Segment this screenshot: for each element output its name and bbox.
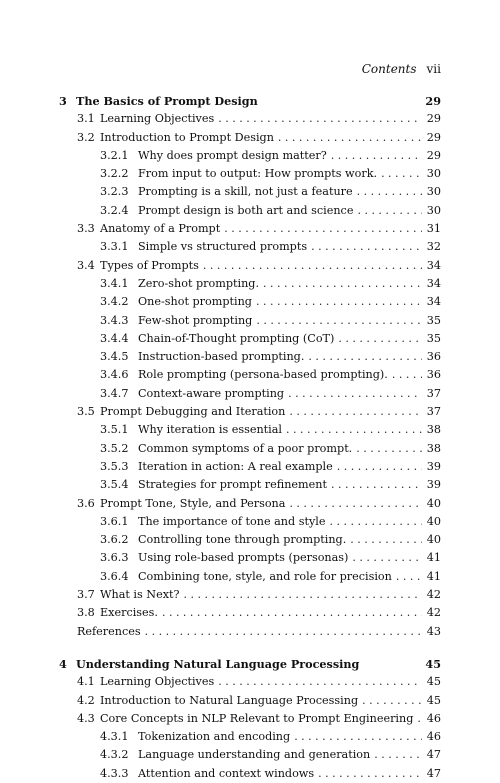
entry-number: 3.5.4 [100,478,129,492]
entry-number: 3.8 [77,606,95,620]
toc-subsection-entry[interactable] [59,385,441,403]
dot-leader [256,312,422,330]
entry-number: 3.2.1 [100,148,129,162]
dot-leader [357,202,422,220]
entry-title: Combining tone, style, and role for precision [138,569,392,583]
dot-leader [256,293,422,311]
entry-page-number: 39 [426,459,441,473]
entry-title: Context-aware prompting [138,386,285,400]
entry-page-number: 30 [426,167,441,181]
chapter-number: 4 [59,656,67,671]
entry-page-number: 35 [426,313,441,327]
entry-page-number: 29 [426,148,441,162]
entry-number: 3.4.2 [100,295,129,309]
entry-title: Language understanding and generation [138,748,371,762]
entry-title: One-shot prompting [138,295,252,309]
dot-leader [318,765,422,783]
dot-leader [374,746,422,764]
entry-title: Learning Objectives [100,112,215,126]
toc-section-entry[interactable] [59,604,441,622]
entry-page-number: 34 [426,258,441,272]
entry-number: 3.4 [77,258,95,272]
toc-subsection-entry[interactable] [59,568,441,586]
entry-title: Why does prompt design matter? [138,148,327,162]
entry-title: Iteration in action: A real example [138,459,333,473]
dot-leader [311,238,422,256]
entry-number: 3.1 [77,112,95,126]
entry-title: Prompting is a skill, not just a feature [138,185,353,199]
chapter-page-number: 45 [425,656,441,671]
running-header-page-number: vii [426,62,441,76]
toc-subsection-entry[interactable] [59,531,441,549]
toc-subsection-entry[interactable] [59,440,441,458]
toc-section-entry[interactable] [59,673,441,691]
entry-page-number: 36 [426,350,441,364]
entry-number: 4.3.1 [100,730,129,744]
dot-leader [278,129,422,147]
entry-number: 3.5.2 [100,441,129,455]
entry-number: 3.6.1 [100,514,129,528]
entry-page-number: 41 [426,569,441,583]
entry-number: 3.4.3 [100,313,129,327]
entry-page-number: 30 [426,203,441,217]
entry-title: Attention and context windows [138,766,315,780]
entry-title: Zero-shot prompting. [138,276,260,290]
entry-page-number: 38 [426,423,441,437]
entry-page-number: 42 [426,588,441,602]
entry-page-number: 34 [426,295,441,309]
entry-number: 3.4.6 [100,368,129,382]
entry-page-number: 36 [426,368,441,382]
entry-page-number: 30 [426,185,441,199]
toc-subsection-entry[interactable] [59,765,441,783]
entry-number: 3.5.1 [100,423,129,437]
entry-page-number: 42 [426,606,441,620]
toc-section-entry[interactable] [59,403,441,421]
chapter-number: 3 [59,94,67,108]
entry-number: 3.2 [77,130,95,144]
entry-title: Why iteration is essential [138,423,282,437]
toc-subsection-entry[interactable] [59,366,441,384]
toc-section-entry[interactable] [59,710,441,728]
table-of-contents [59,90,441,783]
entry-page-number: 46 [426,730,441,744]
dot-leader [331,476,422,494]
dot-leader [224,220,422,238]
entry-number: 4.2 [77,693,95,707]
entry-page-number: 43 [426,624,441,638]
entry-number: 3.4.7 [100,386,129,400]
toc-subsection-entry[interactable] [59,348,441,366]
entry-page-number: 40 [426,496,441,510]
toc-references-entry[interactable] [59,623,441,641]
toc-subsection-entry[interactable] [59,746,441,764]
entry-title: Types of Prompts [100,258,199,272]
toc-subsection-entry[interactable] [59,421,441,439]
entry-title: Prompt design is both art and science [138,203,354,217]
entry-title: Prompt Debugging and Iteration [100,405,286,419]
toc-section-entry[interactable] [59,495,441,513]
chapter-page-number: 29 [425,94,441,108]
entry-number: 4.3.3 [100,766,129,780]
entry-number: 4.3.2 [100,748,129,762]
chapter-title: The Basics of Prompt Design [76,94,258,108]
entry-page-number: 47 [426,748,441,762]
entry-title: Simple vs structured prompts [138,240,308,254]
toc-section-entry[interactable] [59,110,441,128]
toc-section-entry[interactable] [59,692,441,710]
entry-number: 3.2.2 [100,167,129,181]
entry-title: Anatomy of a Prompt [100,222,221,236]
entry-number: 3.3.1 [100,240,129,254]
dot-leader [263,275,422,293]
entry-page-number: 35 [426,331,441,345]
entry-title: Introduction to Prompt Design [100,130,274,144]
entry-title: Introduction to Natural Language Processing [100,693,359,707]
toc-subsection-entry[interactable] [59,275,441,293]
toc-subsection-entry[interactable] [59,238,441,256]
entry-title: Instruction-based prompting. [138,350,305,364]
dot-leader [286,421,422,439]
toc-section-entry[interactable] [59,129,441,147]
toc-subsection-entry[interactable] [59,330,441,348]
dot-leader [381,165,422,183]
dot-leader [288,385,422,403]
entry-page-number: 47 [426,766,441,780]
dot-leader [329,513,422,531]
entry-page-number: 40 [426,533,441,547]
dot-leader [289,403,422,421]
entry-title: Prompt Tone, Style, and Persona [100,496,286,510]
toc-subsection-entry[interactable] [59,147,441,165]
dot-leader [145,623,422,641]
dot-leader [362,692,422,710]
toc-section-entry[interactable] [59,220,441,238]
dot-leader [184,586,422,604]
entry-number: 3.6.3 [100,551,129,565]
toc-subsection-entry[interactable] [59,458,441,476]
dot-leader [218,673,422,691]
entry-title: References [77,624,141,638]
dot-leader [162,604,422,622]
entry-title: Controlling tone through prompting. [138,533,347,547]
entry-page-number: 31 [426,222,441,236]
entry-title: Common symptoms of a poor prompt. [138,441,353,455]
toc-subsection-entry[interactable] [59,476,441,494]
dot-leader [337,458,422,476]
toc-subsection-entry[interactable] [59,728,441,746]
chapter-title: Understanding Natural Language Processing [76,656,360,671]
entry-page-number: 40 [426,514,441,528]
entry-title: Tokenization and encoding [138,730,291,744]
toc-subsection-entry[interactable] [59,293,441,311]
entry-page-number: 39 [426,478,441,492]
toc-chapter-entry[interactable] [59,92,441,110]
dot-leader [396,568,422,586]
entry-title: The importance of tone and style [138,514,326,528]
dot-leader [350,531,422,549]
toc-section-entry[interactable] [59,257,441,275]
entry-number: 3.6.2 [100,533,129,547]
entry-number: 3.6.4 [100,569,129,583]
entry-number: 3.4.5 [100,350,129,364]
dot-leader [289,495,422,513]
dot-leader [356,440,422,458]
entry-title: Learning Objectives [100,675,215,689]
entry-page-number: 29 [426,112,441,126]
toc-section-entry[interactable] [59,586,441,604]
dot-leader [352,549,422,567]
entry-page-number: 38 [426,441,441,455]
entry-number: 3.2.3 [100,185,129,199]
toc-subsection-entry[interactable] [59,312,441,330]
entry-number: 3.5.3 [100,459,129,473]
entry-page-number: 32 [426,240,441,254]
entry-title: Few-shot prompting [138,313,253,327]
entry-number: 4.1 [77,675,95,689]
dot-leader [308,348,422,366]
entry-title: Role prompting (persona-based prompting). [138,368,388,382]
entry-number: 3.5 [77,405,95,419]
entry-number: 3.3 [77,222,95,236]
entry-title: Using role-based prompts (personas) [138,551,349,565]
toc-subsection-entry[interactable] [59,183,441,201]
entry-title: From input to output: How prompts work. [138,167,378,181]
dot-leader [294,728,422,746]
entry-page-number: 45 [426,693,441,707]
toc-subsection-entry[interactable] [59,202,441,220]
entry-number: 3.2.4 [100,203,129,217]
entry-page-number: 41 [426,551,441,565]
entry-number: 3.7 [77,588,95,602]
dot-leader [331,147,422,165]
entry-title: Chain-of-Thought prompting (CoT) [138,331,335,345]
dot-leader [338,330,422,348]
entry-title: Core Concepts in NLP Relevant to Prompt Engineering [100,711,414,725]
entry-title: Strategies for prompt refinement [138,478,327,492]
entry-page-number: 45 [426,675,441,689]
entry-page-number: 46 [426,711,441,725]
running-header [362,62,441,76]
dot-leader [392,366,422,384]
toc-subsection-entry[interactable] [59,165,441,183]
entry-number: 3.4.4 [100,331,129,345]
dot-leader [357,183,422,201]
entry-page-number: 37 [426,386,441,400]
entry-number: 3.4.1 [100,276,129,290]
entry-title: Exercises. [100,606,158,620]
entry-page-number: 29 [426,130,441,144]
entry-number: 3.6 [77,496,95,510]
entry-number: 4.3 [77,711,95,725]
entry-page-number: 37 [426,405,441,419]
toc-subsection-entry[interactable] [59,549,441,567]
dot-leader [417,710,422,728]
entry-page-number: 34 [426,276,441,290]
dot-leader [203,257,422,275]
toc-subsection-entry[interactable] [59,513,441,531]
toc-chapter-entry[interactable] [59,655,441,673]
running-header-title: Contents [361,62,417,76]
entry-title: What is Next? [100,588,180,602]
dot-leader [218,110,422,128]
